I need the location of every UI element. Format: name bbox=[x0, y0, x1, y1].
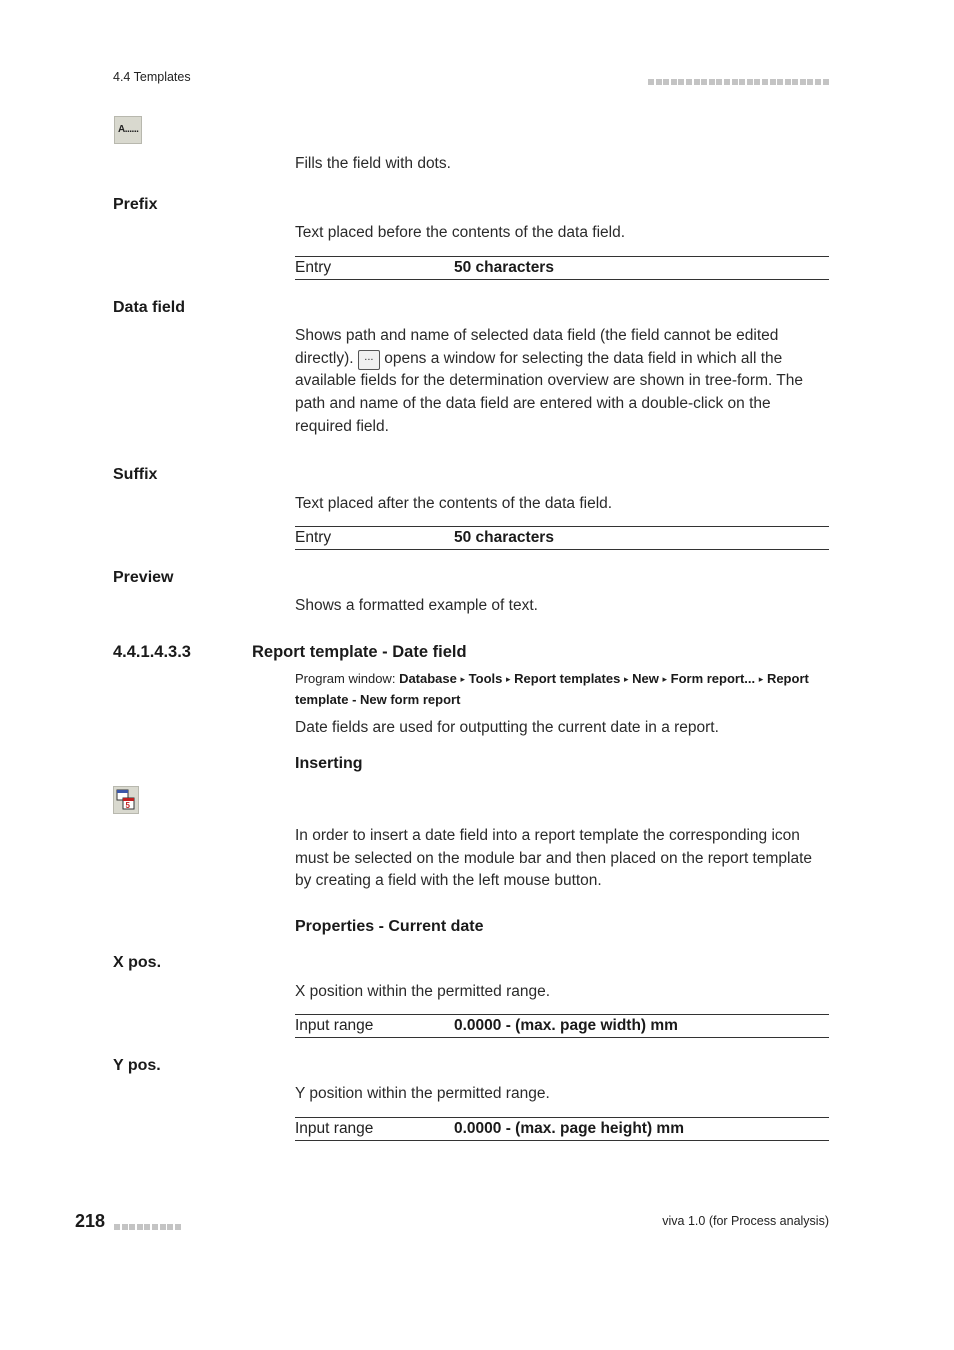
decorative-dot bbox=[663, 79, 669, 85]
decorative-dot bbox=[648, 79, 654, 85]
decorative-dot bbox=[678, 79, 684, 85]
decorative-dot bbox=[739, 79, 745, 85]
suffix-entry-value: 50 characters bbox=[454, 529, 554, 546]
page-number: 218 bbox=[75, 1211, 106, 1231]
decorative-dot bbox=[137, 1224, 143, 1230]
section-intro: Date fields are used for outputting the current date in a report. bbox=[295, 719, 719, 736]
fill-with-dots-icon bbox=[114, 116, 142, 144]
data-field-text-before: Shows path and name of selected data field (the field cannot be edited directly). bbox=[295, 327, 779, 367]
path-item-new-form-report: Report template - New form report bbox=[295, 671, 809, 707]
path-separator-icon: ▸ bbox=[505, 674, 511, 684]
decorative-dot bbox=[160, 1224, 166, 1230]
decorative-dot bbox=[144, 1224, 150, 1230]
inserting-description: In order to insert a date field into a report template the corresponding icon must be selected on the module bar and then placed on the report template by creating a field with the left mouse button. bbox=[295, 827, 813, 889]
inserting-heading: Inserting bbox=[295, 755, 363, 772]
suffix-entry-table bbox=[295, 526, 829, 550]
fill-dots-icon-glyph: A...... bbox=[118, 124, 139, 135]
ypos-range-table bbox=[295, 1117, 829, 1141]
xpos-label: X pos. bbox=[113, 954, 162, 971]
date-field-icon bbox=[113, 786, 139, 814]
decorative-dot bbox=[686, 79, 692, 85]
decorative-dot bbox=[656, 79, 662, 85]
path-separator-icon: ▸ bbox=[758, 674, 764, 684]
decorative-dot bbox=[800, 79, 806, 85]
decorative-dot bbox=[114, 1224, 120, 1230]
decorative-dot bbox=[807, 79, 813, 85]
decorative-dot bbox=[694, 79, 700, 85]
decorative-dot bbox=[762, 79, 768, 85]
suffix-label: Suffix bbox=[113, 466, 158, 483]
running-header-section: 4.4 Templates bbox=[113, 70, 191, 84]
decorative-dot bbox=[716, 79, 722, 85]
path-separator-icon: ▸ bbox=[460, 674, 466, 684]
decorative-dot bbox=[823, 79, 829, 85]
svg-text:5: 5 bbox=[125, 801, 130, 810]
decorative-dot bbox=[175, 1224, 181, 1230]
path-item-report-templates: Report templates bbox=[514, 671, 621, 686]
footer-product: viva 1.0 (for Process analysis) bbox=[662, 1214, 829, 1228]
decorative-dot bbox=[129, 1224, 135, 1230]
section-title: Report template - Date field bbox=[252, 643, 467, 661]
decorative-dot bbox=[815, 79, 821, 85]
ellipsis-button-icon[interactable] bbox=[358, 350, 380, 370]
xpos-range-table bbox=[295, 1014, 829, 1038]
path-separator-icon: ▸ bbox=[623, 674, 629, 684]
suffix-entry-key: Entry bbox=[295, 529, 332, 546]
decorative-dot bbox=[785, 79, 791, 85]
properties-heading: Properties - Current date bbox=[295, 918, 484, 935]
path-item-form-report: Form report... bbox=[670, 671, 756, 686]
prefix-entry-key: Entry bbox=[295, 259, 332, 276]
footer-decorative-dots bbox=[114, 1218, 182, 1236]
path-item-tools: Tools bbox=[468, 671, 503, 686]
decorative-dot bbox=[701, 79, 707, 85]
ypos-range-value: 0.0000 - (max. page height) mm bbox=[454, 1120, 684, 1137]
decorative-dot bbox=[122, 1224, 128, 1230]
xpos-range-key: Input range bbox=[295, 1017, 374, 1034]
prefix-label: Prefix bbox=[113, 196, 158, 213]
prefix-entry-table bbox=[295, 256, 829, 280]
path-prefix: Program window: bbox=[295, 671, 396, 686]
ypos-range-key: Input range bbox=[295, 1120, 374, 1137]
data-field-label: Data field bbox=[113, 299, 186, 316]
suffix-description: Text placed after the contents of the data field. bbox=[295, 495, 613, 512]
ellipsis-button-label: ... bbox=[364, 350, 374, 363]
path-separator-icon: ▸ bbox=[662, 674, 668, 684]
decorative-dot bbox=[732, 79, 738, 85]
section-number: 4.4.1.4.3.3 bbox=[113, 643, 191, 661]
path-item-new: New bbox=[632, 671, 659, 686]
header-decorative-dots bbox=[648, 73, 830, 91]
decorative-dot bbox=[770, 79, 776, 85]
program-window-path bbox=[295, 669, 830, 709]
prefix-description: Text placed before the contents of the data field. bbox=[295, 224, 626, 241]
decorative-dot bbox=[671, 79, 677, 85]
data-field-text-after: opens a window for selecting the data field in which all the available fields for the determination overview are shown in tree-form. The path and name of the data field are entered with a double-click on the required field. bbox=[295, 349, 804, 435]
date-field-icon-graphic bbox=[114, 787, 138, 813]
prefix-entry-value: 50 characters bbox=[454, 259, 554, 276]
decorative-dot bbox=[754, 79, 760, 85]
ypos-description: Y position within the permitted range. bbox=[295, 1085, 550, 1102]
fill-dots-description: Fills the field with dots. bbox=[295, 155, 451, 172]
path-item-database: Database bbox=[399, 671, 457, 686]
xpos-range-value: 0.0000 - (max. page width) mm bbox=[454, 1017, 678, 1034]
decorative-dot bbox=[724, 79, 730, 85]
ypos-label: Y pos. bbox=[113, 1057, 161, 1074]
data-field-description bbox=[295, 325, 830, 439]
preview-label: Preview bbox=[113, 569, 174, 586]
preview-description: Shows a formatted example of text. bbox=[295, 597, 538, 614]
decorative-dot bbox=[777, 79, 783, 85]
decorative-dot bbox=[709, 79, 715, 85]
decorative-dot bbox=[167, 1224, 173, 1230]
decorative-dot bbox=[152, 1224, 158, 1230]
decorative-dot bbox=[747, 79, 753, 85]
decorative-dot bbox=[792, 79, 798, 85]
xpos-description: X position within the permitted range. bbox=[295, 983, 551, 1000]
